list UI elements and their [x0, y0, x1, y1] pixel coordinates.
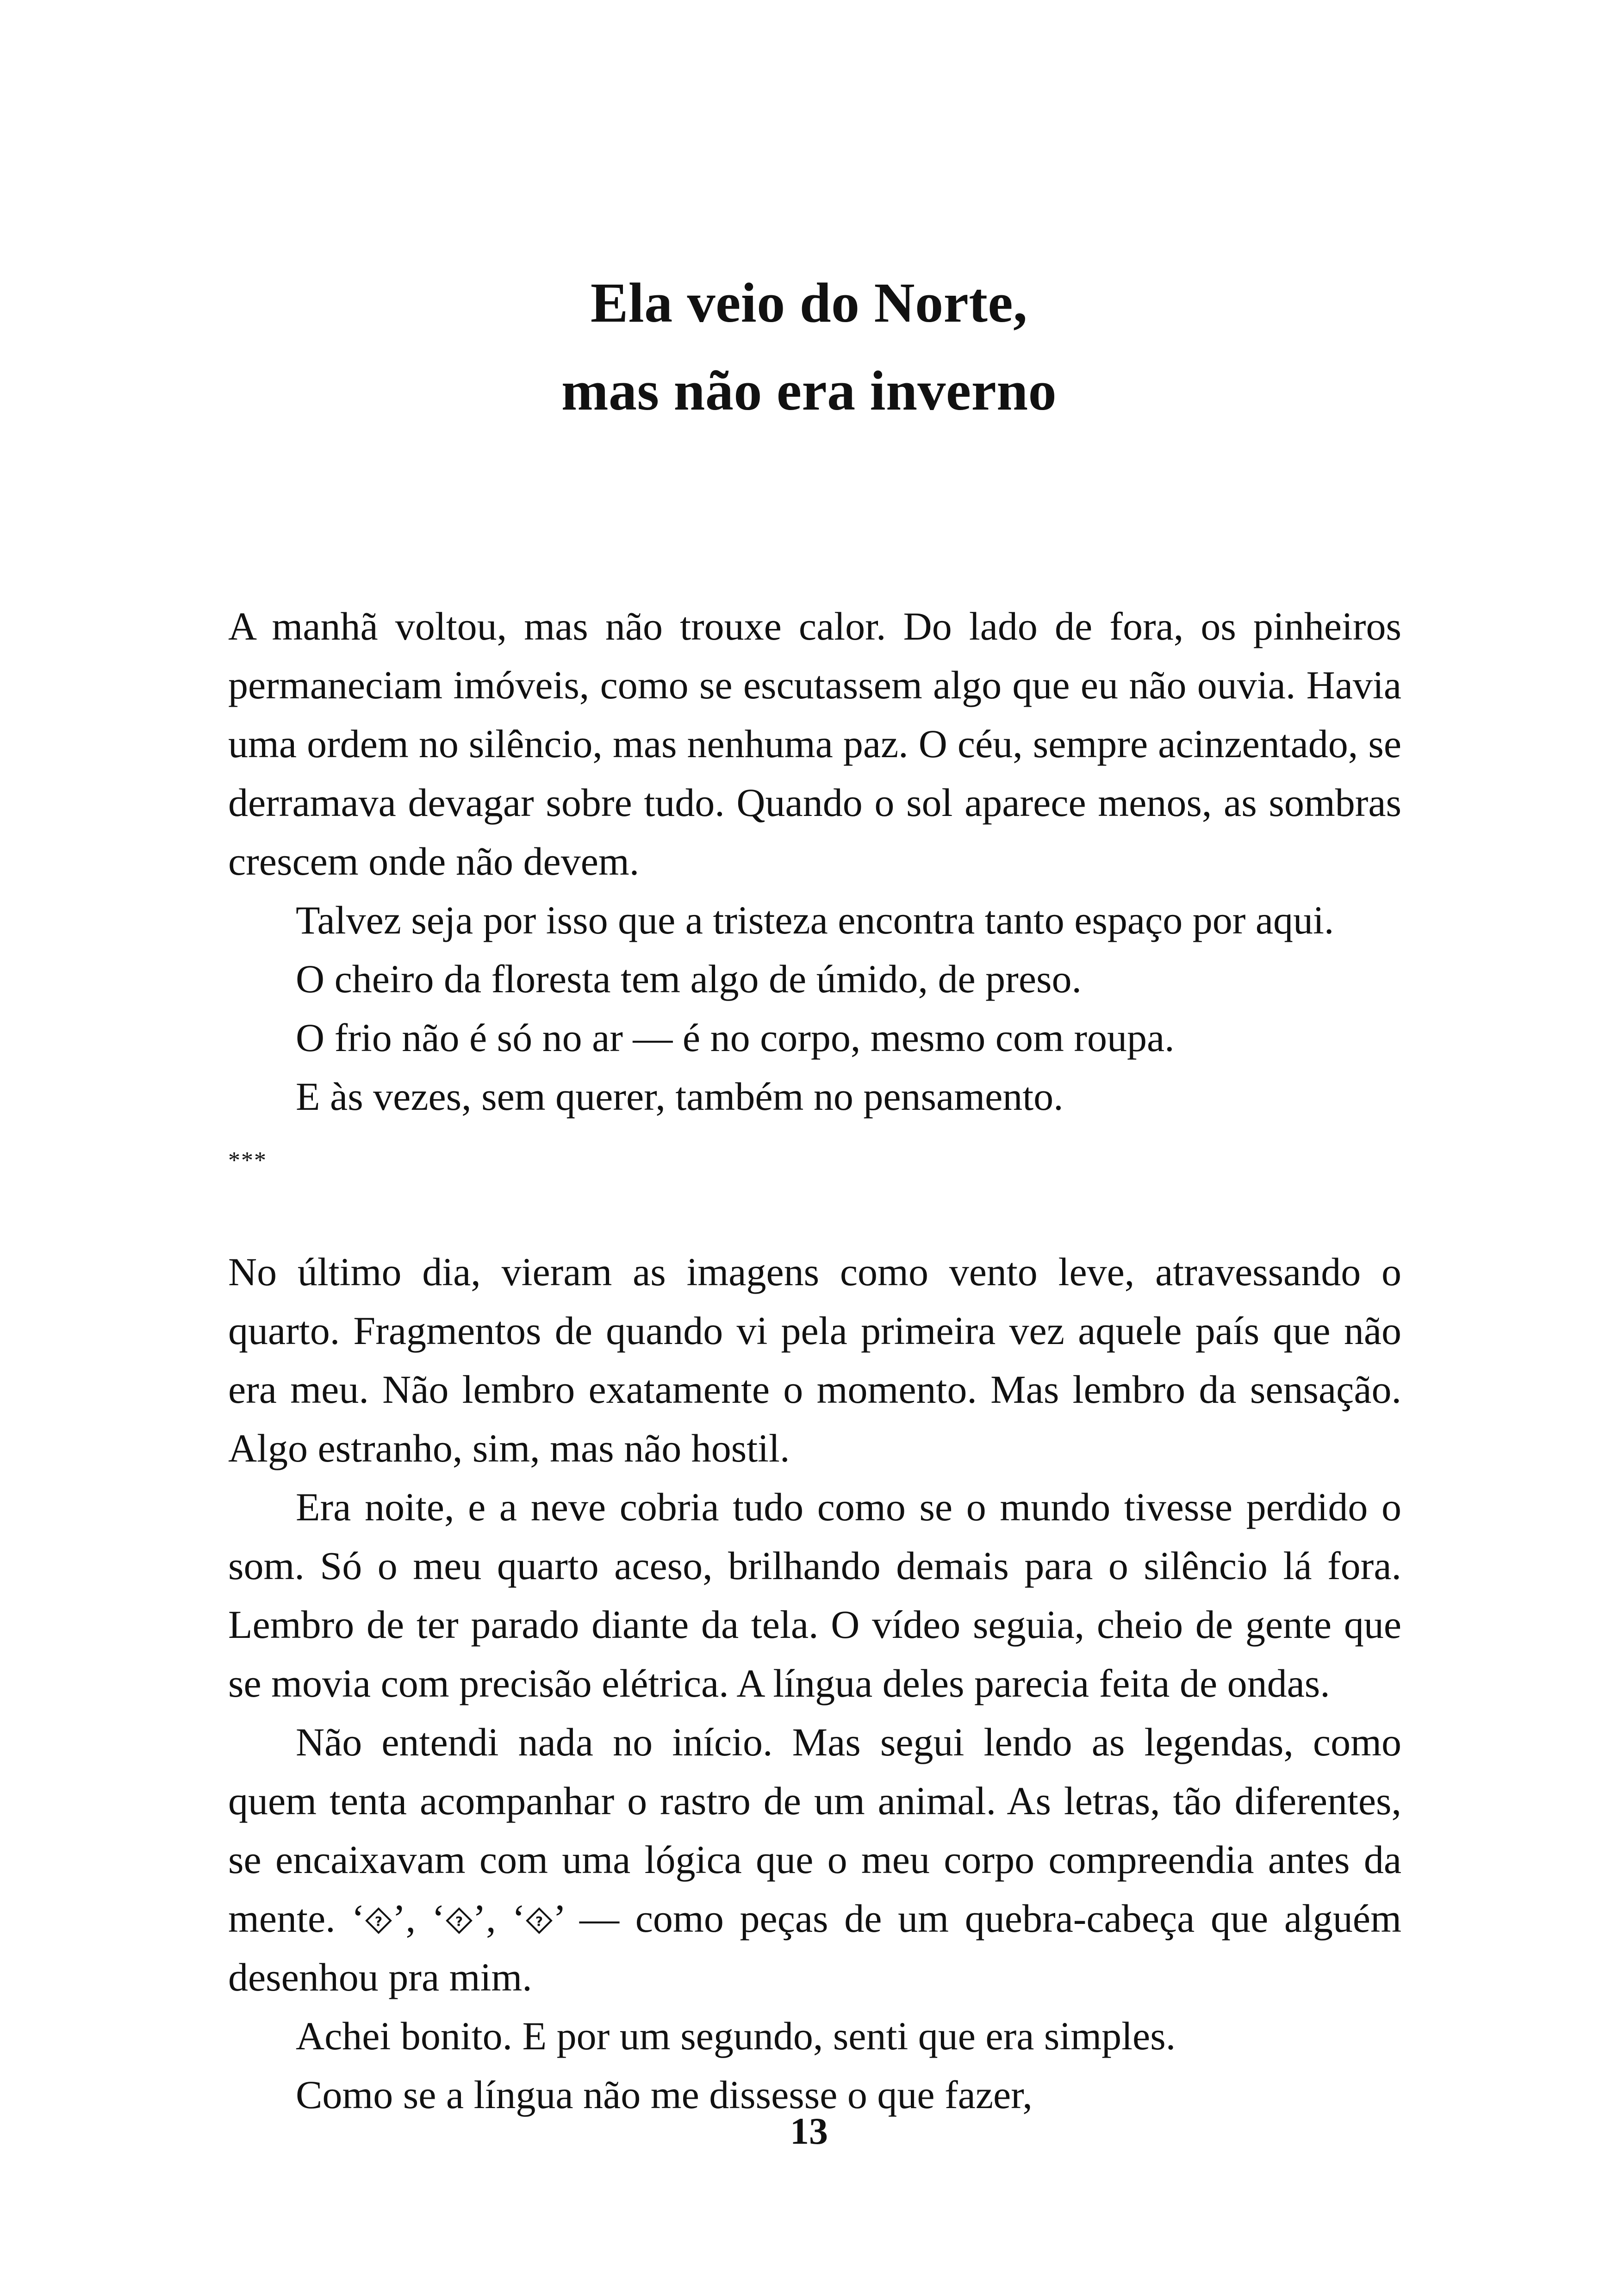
quote-open: ‘ [431, 1896, 445, 1941]
paragraph-with-glyphs [228, 1713, 1401, 2007]
svg-text:?: ? [374, 1914, 383, 1929]
svg-text:?: ? [455, 1914, 463, 1929]
scene-break: *** [228, 1147, 267, 1174]
chapter-title [0, 259, 1618, 435]
quote-open: ‘ [351, 1896, 365, 1941]
quote-open: ‘ [512, 1896, 526, 1941]
replacement-character-icon [365, 1907, 392, 1935]
paragraph-text-before: Não entendi nada no início. Mas segui lendo as legendas, como quem tenta acompanhar o rastro de um animal. As letras, tão diferentes, se encaixavam com uma lógica que o meu corpo compreendia antes da mente. [228, 1720, 1401, 1941]
quote-close: ’, [473, 1896, 512, 1941]
paragraph: E às vezes, sem querer, também no pensamento. [296, 1074, 1064, 1119]
paragraph: Era noite, e a neve cobria tudo como se o mundo tivesse perdido o som. Só o meu quarto aceso, brilhando demais para o silêncio lá fora. Lembro de ter parado diante da tela. O vídeo seguia, cheio de gente que se movia com precisão elétrica. A língua deles parecia feita de ondas. [228, 1485, 1401, 1705]
paragraph: Como se a língua não me dissesse o que fazer, [296, 2072, 1033, 2117]
replacement-character-icon [445, 1907, 473, 1935]
quote-close: ’, [392, 1896, 432, 1941]
svg-text:?: ? [535, 1914, 543, 1929]
paragraph-text-after: — como peças de um quebra-cabeça que alguém desenhou pra mim. [228, 1896, 1401, 1999]
paragraph: Achei bonito. E por um segundo, senti que era simples. [296, 2014, 1176, 2058]
paragraph: O cheiro da floresta tem algo de úmido, de preso. [296, 957, 1082, 1001]
quote-close: ’ [553, 1896, 564, 1941]
paragraph: Talvez seja por isso que a tristeza encontra tanto espaço por aqui. [296, 898, 1334, 942]
paragraph: O frio não é só no ar — é no corpo, mesmo com roupa. [296, 1015, 1175, 1060]
page-number: 13 [790, 2110, 828, 2152]
replacement-character-icon [525, 1907, 553, 1935]
paragraph: A manhã voltou, mas não trouxe calor. Do lado de fora, os pinheiros permaneciam imóveis, como se escutassem algo que eu não ouvia. Havia uma ordem no silêncio, mas nenhuma paz. O céu, sempre acinzentado, se derramava devagar sobre tudo. Quando o sol aparece menos, as sombras crescem onde não devem. [228, 604, 1401, 884]
section-two [228, 1243, 1401, 2124]
chapter-title-line-1: Ela veio do Norte, [590, 272, 1028, 334]
paragraph: No último dia, vieram as imagens como vento leve, atravessando o quarto. Fragmentos de quando vi pela primeira vez aquele país que não era meu. Não lembro exatamente o momento. Mas lembro da sensação. Algo estranho, sim, mas não hostil. [228, 1250, 1401, 1470]
section-one [228, 597, 1401, 1126]
chapter-title-line-2: mas não era inverno [561, 360, 1057, 422]
